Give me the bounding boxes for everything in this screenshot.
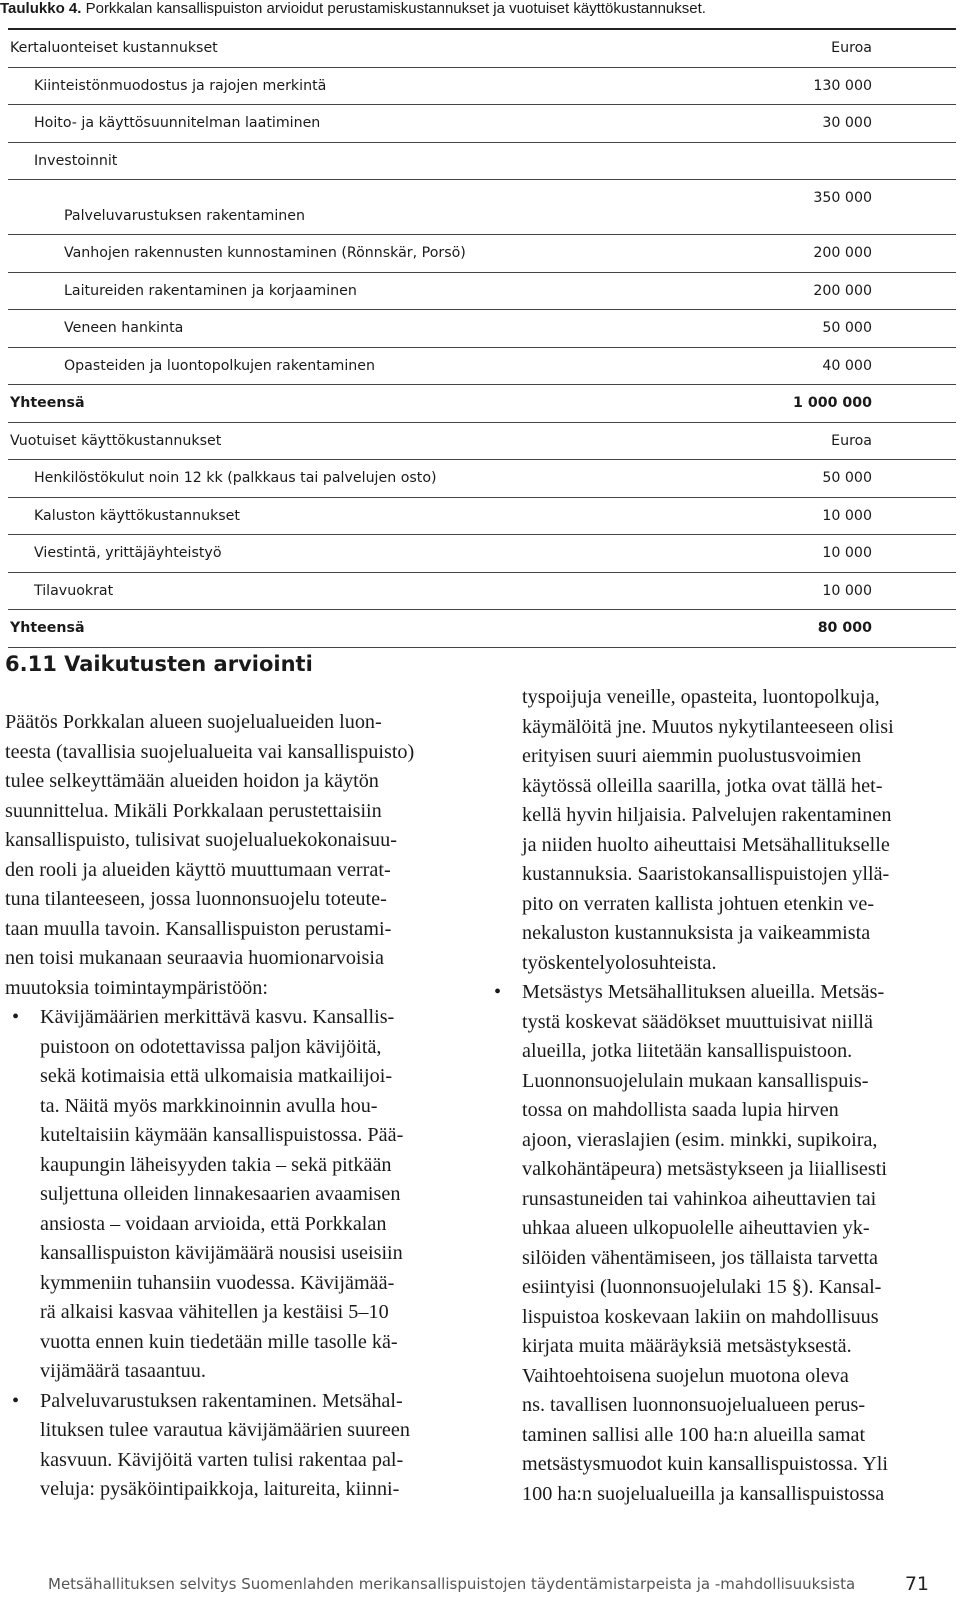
text-line: Päätös Porkkalan alueen suojelualueiden luon- (5, 711, 382, 733)
text-line: esiintyisi (luonnonsuojelulaki 15 §). Kansal- (522, 1276, 882, 1298)
text-line: kuteltaisiin käymään kansallispuistossa. Pää- (40, 1124, 404, 1146)
total-row (8, 610, 956, 648)
row-label: Hoito- ja käyttösuunnitelman laatiminen (34, 115, 321, 131)
text-line: nen toisi mukanaan seuraavia huomionarvoisia (5, 947, 384, 969)
text-line: Palveluvarustuksen rakentaminen. Metsähal- (40, 1389, 403, 1412)
text-line: taminen sallisi alle 100 ha:n alueilla samat (522, 1423, 866, 1446)
text-line: kasvuun. Kävijöitä varten tulisi rakentaa pal- (40, 1448, 404, 1471)
text-line: käymälöitä jne. Muutos nykytilanteeseen olisi (522, 715, 894, 738)
text-line: alueilla, jotka liitetään kansallispuistoon. (522, 1040, 853, 1062)
list-item (5, 1387, 447, 1505)
row-value: 350 000 (813, 190, 872, 206)
row-label: Kaluston käyttökustannukset (34, 507, 240, 524)
text-line: vijämäärä tasaantuu. (40, 1360, 206, 1382)
row-value: 10 000 (822, 507, 872, 524)
table-row (8, 235, 956, 273)
caption-label: Taulukko 4. (0, 0, 82, 17)
text-line: kirjata muita määräyksiä metsästyksestä. (522, 1335, 852, 1357)
row-label: Laitureiden rakentaminen ja korjaaminen (64, 282, 357, 299)
text-line: tyspoijuja veneille, opasteita, luontopolkuja, (522, 686, 880, 708)
text-line: suunnittelua. Mikäli Porkkalaan perustettaisiin (5, 799, 382, 822)
cost-table (8, 28, 956, 648)
table-row (8, 105, 956, 143)
page-footer (48, 1569, 954, 1599)
row-value: 200 000 (813, 282, 872, 299)
page-number: 71 (904, 1573, 929, 1595)
total-label: Yhteensä (10, 395, 85, 411)
continued-text (487, 683, 930, 978)
row-value: 30 000 (822, 115, 872, 131)
row-value: 10 000 (822, 545, 872, 561)
text-line: kansallispuiston kävijämäärä nousisi useisiin (40, 1242, 403, 1264)
row-value: 40 000 (822, 357, 872, 374)
paragraph (522, 683, 930, 978)
text-line: tulee selkeyttämään alueiden hoidon ja käytön (5, 770, 379, 792)
row-label: Henkilöstökulut noin 12 kk (palkkaus tai palvelujen osto) (34, 470, 437, 486)
text-line: nekaluston kustannuksista ja vaikeammista (522, 922, 871, 944)
text-line: ansiosta – voidaan arvioida, että Porkkalan (40, 1212, 387, 1235)
text-line: muutoksia toimintaympäristöön: (5, 976, 268, 999)
text-line: työskentelyolosuhteista. (522, 951, 717, 974)
bullet-text (40, 1003, 447, 1387)
header-label: Kertaluonteiset kustannukset (10, 40, 218, 56)
text-line: rä alkaisi kasvaa vähitellen ja kestäisi 5–10 (40, 1301, 389, 1323)
text-line: ja niiden huolto aiheuttaisi Metsähallitukselle (522, 833, 890, 856)
caption-text: Porkkalan kansallispuiston arvioidut perustamiskustannukset ja vuotuiset käyttökustannukset. (85, 0, 706, 17)
text-line: ns. tavallisen luonnonsuojelualueen perus- (522, 1394, 866, 1416)
table-row (8, 460, 956, 498)
text-line: den rooli ja alueiden käyttö muuttumaan verrat- (5, 858, 391, 881)
text-line: Vaihtoehtoisena suojelun muotona oleva (522, 1364, 849, 1387)
text-line: lituksen tulee varautua kävijämäärien suureen (40, 1419, 410, 1441)
text-line: runsastuneiden tai vahinkoa aiheuttavien tai (522, 1187, 877, 1210)
bullet-icon: • (12, 1006, 20, 1028)
bullet-text (40, 1387, 447, 1505)
text-line: silöiden vähentämiseen, jos tällaista tarvetta (522, 1246, 878, 1269)
text-line: lispuistoa koskevaan lakiin on mahdollisuus (522, 1305, 879, 1328)
table-row (8, 498, 956, 536)
section-heading: 6.11 Vaikutusten arviointi (5, 652, 313, 676)
text-line: kaupungin läheisyyden takia – sekä pitkään (40, 1153, 392, 1176)
text-line: veluja: pysäköintipaikkoja, laitureita, kiinni- (40, 1478, 400, 1500)
text-line: suljettuna olleiden linnakesaarien avaamisen (40, 1183, 401, 1205)
row-label: Kiinteistönmuodostus ja rajojen merkintä (34, 77, 327, 94)
total-label: Yhteensä (10, 620, 85, 636)
row-label: Vanhojen rakennusten kunnostaminen (Rönnskär, Porsö) (64, 245, 466, 261)
table-row (8, 348, 956, 386)
text-line: Kävijämäärien merkittävä kasvu. Kansallis- (40, 1006, 395, 1028)
row-label: Veneen hankinta (64, 320, 184, 336)
text-line: Metsästys Metsähallituksen alueilla. Metsäs- (522, 981, 885, 1003)
text-line: kellä hyvin hiljaisia. Palvelujen rakentaminen (522, 804, 892, 826)
right-column (487, 683, 930, 1509)
table-row (8, 143, 956, 181)
text-line: metsästysmuodot kuin kansallispuistossa. Yli (522, 1453, 888, 1475)
text-line: sekä kotimaisia että ulkomaisia matkailijoi- (40, 1065, 393, 1087)
text-line: ajoon, vieraslajien (esim. minkki, supikoira, (522, 1128, 878, 1151)
list-item (5, 1003, 447, 1387)
text-line: taan muulla tavoin. Kansallispuiston perustami- (5, 917, 392, 940)
header-unit: Euroa (831, 40, 872, 56)
table-header-row (8, 423, 956, 461)
text-line: Luonnonsuojelulain mukaan kansallispuis- (522, 1069, 869, 1092)
text-line: kansallispuisto, tulisivat suojelualuekokonaisuu- (5, 829, 397, 851)
text-line: erityisen suuri aiemmin puolustusvoimien (522, 745, 862, 767)
paragraph (5, 708, 447, 1003)
row-label: Tilavuokrat (34, 582, 114, 599)
text-line: tystä koskevat säädökset muuttuisivat niillä (522, 1010, 873, 1033)
text-line: ta. Näitä myös markkinoinnin avulla hou- (40, 1094, 378, 1117)
text-line: vuotta ennen kuin tiedetään mille tasolle kä- (40, 1330, 398, 1353)
table-row (8, 273, 956, 311)
row-value: 130 000 (813, 77, 872, 94)
text-line: kustannuksia. Saaristokansallispuistojen yllä- (522, 863, 890, 885)
text-line: pito on verraten kallista johtuen etenkin ve- (522, 892, 875, 915)
row-value: 200 000 (813, 245, 872, 261)
text-line: valkohäntäpeura) metsästykseen ja liiallisesti (522, 1158, 887, 1180)
row-value: 50 000 (822, 320, 872, 336)
bullet-icon: • (494, 981, 502, 1003)
table-row (8, 180, 956, 235)
text-line: puistoon on odotettavissa paljon kävijöitä, (40, 1035, 382, 1058)
header-unit: Euroa (831, 432, 872, 449)
footer-text: Metsähallituksen selvitys Suomenlahden merikansallispuistojen täydentämistarpeista ja -mahdollisuuksista (48, 1575, 856, 1593)
table-row (8, 310, 956, 348)
table-header-row (8, 28, 956, 68)
text-line: uhkaa alueen ulkopuolelle aiheuttavien yk- (522, 1217, 870, 1239)
text-line: käytössä olleilla saarilla, jotka ovat tällä het- (522, 774, 883, 797)
text-line: kymmeniin tuhansiin vuodessa. Kävijämää- (40, 1271, 395, 1294)
bullet-text (522, 978, 930, 1509)
text-line: 100 ha:n suojelualueilla ja kansallispuistossa (522, 1482, 885, 1505)
header-label: Vuotuiset käyttökustannukset (10, 432, 222, 449)
table-caption (0, 0, 960, 17)
text-line: teesta (tavallisia suojelualueita vai kansallispuisto) (5, 740, 415, 763)
row-label: Opasteiden ja luontopolkujen rakentaminen (64, 357, 375, 374)
table-row (8, 68, 956, 106)
total-row (8, 385, 956, 423)
row-label: Investoinnit (34, 152, 118, 169)
table-row (8, 573, 956, 611)
text-line: tuna tilanteeseen, jossa luonnonsuojelu toteute- (5, 888, 387, 910)
row-value: 10 000 (822, 582, 872, 599)
row-label: Viestintä, yrittäjäyhteistyö (34, 545, 222, 561)
total-value: 1 000 000 (793, 395, 872, 411)
text-line: tossa on mahdollista saada lupia hirven (522, 1099, 839, 1121)
table-row (8, 535, 956, 573)
list-item (487, 978, 930, 1509)
total-value: 80 000 (817, 620, 872, 636)
left-column (5, 708, 447, 1505)
row-label: Palveluvarustuksen rakentaminen (64, 208, 305, 224)
bullet-icon: • (12, 1389, 20, 1412)
row-value: 50 000 (822, 470, 872, 486)
